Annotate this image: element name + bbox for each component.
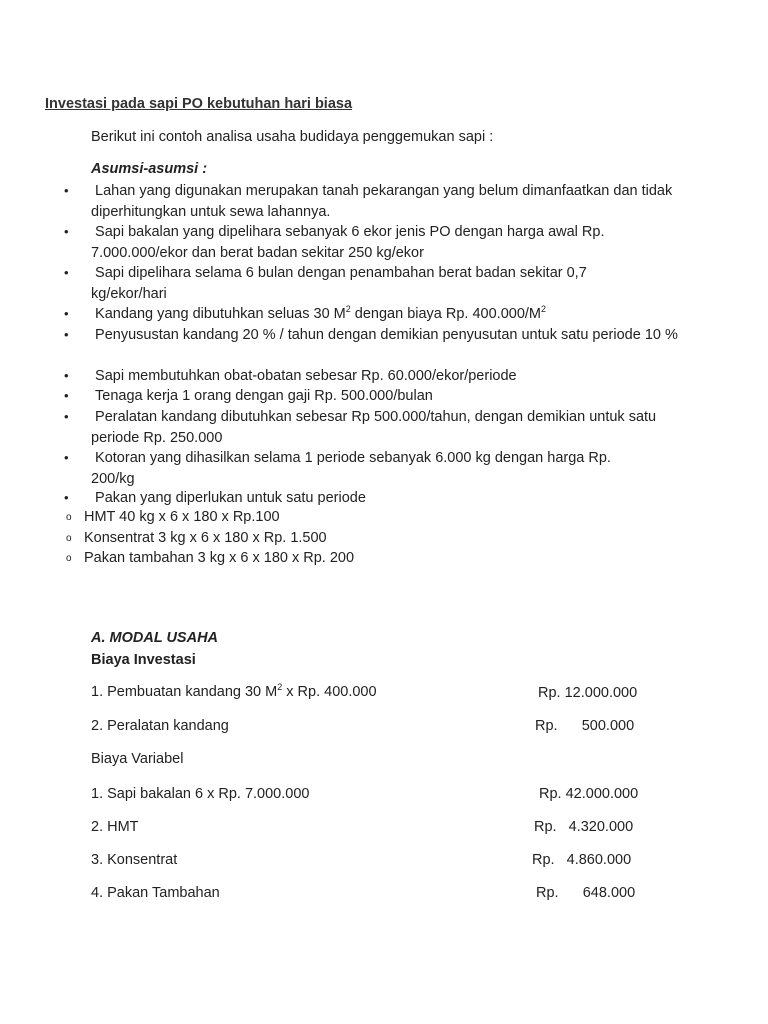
variable-item-label: 4. Pakan Tambahan (91, 885, 220, 901)
variable-heading: Biaya Variabel (91, 751, 184, 767)
intro-paragraph: Berikut ini contoh analisa usaha budidaya penggemukan sapi : (91, 129, 494, 145)
circle-bullet-icon: o (66, 512, 72, 523)
bullet-icon: • (64, 490, 69, 505)
section-a-heading: A. MODAL USAHA (91, 630, 219, 646)
variable-item-amount: Rp. 4.860.000 (532, 852, 632, 868)
variable-item-label: 1. Sapi bakalan 6 x Rp. 7.000.000 (91, 786, 310, 802)
assumption-item: Penyusustan kandang 20 % / tahun dengan demikian penyusutan untuk satu periode 10 % (95, 327, 678, 343)
bullet-icon: • (64, 388, 69, 403)
bullet-icon: • (64, 265, 69, 280)
assumption-item: Sapi bakalan yang dipelihara sebanyak 6 ekor jenis PO dengan harga awal Rp. 7.000.000/ekor dan berat badan sekitar 250 kg/ekor (91, 224, 605, 261)
bullet-icon: • (64, 306, 69, 321)
assumption-item: Sapi membutuhkan obat-obatan sebesar Rp. 60.000/ekor/periode (95, 368, 517, 384)
bullet-icon: • (64, 183, 69, 198)
investment-heading: Biaya Investasi (91, 652, 196, 668)
variable-item-amount: Rp. 42.000.000 (539, 786, 639, 802)
assumption-item: Lahan yang digunakan merupakan tanah pekarangan yang belum dimanfaatkan dan tidak diperhitungkan untuk sewa lahannya. (91, 183, 673, 220)
assumption-item: Pakan yang diperlukan untuk satu periode (95, 490, 366, 506)
circle-bullet-icon: o (66, 533, 72, 544)
assumption-item: Kandang yang dibutuhkan seluas 30 $M^2$ dengan biaya Rp. $400.000/M^2$ (95, 304, 547, 322)
variable-item-amount: Rp. 648.000 (536, 885, 636, 901)
assumption-item: Peralatan kandang dibutuhkan sebesar Rp 500.000/tahun, dengan demikian untuk satu periode Rp. 250.000 (91, 409, 657, 446)
feed-item: Pakan tambahan 3 kg x 6 x 180 x Rp. 200 (84, 550, 355, 566)
investment-item-label: 1. Pembuatan kandang 30 $M^2$ x Rp. 400.000 (91, 682, 377, 700)
document-title: Investasi pada sapi PO kebutuhan hari biasa (45, 96, 353, 112)
bullet-icon: • (64, 224, 69, 239)
investment-item-amount: Rp. 12.000.000 (538, 685, 638, 701)
variable-item-amount: Rp. 4.320.000 (534, 819, 634, 835)
feed-item: Konsentrat 3 kg x 6 x 180 x Rp. 1.500 (84, 530, 327, 546)
assumption-item: Kotoran yang dihasilkan selama 1 periode sebanyak 6.000 kg dengan harga Rp. 200/kg (91, 450, 611, 487)
investment-item-label: 2. Peralatan kandang (91, 718, 229, 734)
assumption-item: Sapi dipelihara selama 6 bulan dengan penambahan berat badan sekitar 0,7 kg/ekor/hari (91, 265, 587, 302)
variable-item-label: 3. Konsentrat (91, 852, 178, 868)
bullet-icon: • (64, 409, 69, 424)
bullet-icon: • (64, 327, 69, 342)
bullet-icon: • (64, 450, 69, 465)
assumption-item: Tenaga kerja 1 orang dengan gaji Rp. 500.000/bulan (95, 388, 433, 404)
variable-item-label: 2. HMT (91, 819, 139, 835)
circle-bullet-icon: o (66, 553, 72, 564)
feed-item: HMT 40 kg x 6 x 180 x Rp.100 (84, 509, 280, 525)
bullet-icon: • (64, 368, 69, 383)
assumptions-heading: Asumsi-asumsi : (91, 161, 208, 177)
investment-item-amount: Rp. 500.000 (535, 718, 635, 734)
